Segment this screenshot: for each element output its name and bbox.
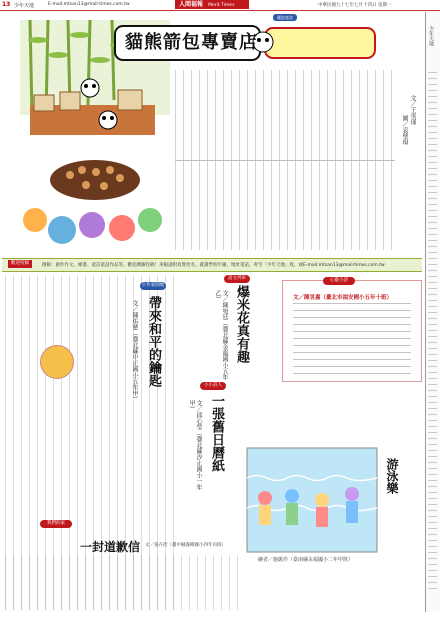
brand-name: 人間福報 bbox=[179, 1, 204, 8]
peace-key-title: 帶來和平的鑰匙 bbox=[146, 296, 161, 387]
feature-title: 貓熊箭包專賣店 bbox=[125, 32, 258, 53]
banner-tag: 歡迎投稿 bbox=[8, 260, 32, 268]
feature-author: 文／王雪瑾 bbox=[409, 95, 416, 125]
brand-sub: Merit Times bbox=[208, 3, 235, 8]
side-strip bbox=[425, 12, 440, 612]
apology-title: 一封道歉信 bbox=[80, 540, 141, 554]
artwork-caption: 繪者／施凱伶（臺南縣永福國小二年甲班） bbox=[258, 557, 354, 563]
calendar-poem-title: 一張舊日曆紙 bbox=[209, 394, 224, 472]
peace-key-byline: 文／陳佑慈（臺北縣中正國小五年甲） bbox=[131, 300, 138, 402]
article-label-peace: 小作家園地 bbox=[141, 283, 165, 288]
article-label-apology: 我們的家 bbox=[40, 520, 72, 528]
side-strip-label: 少年天地 bbox=[428, 26, 434, 46]
section-email[interactable]: E-mail:mtsan13@mail-times.com.tw bbox=[48, 2, 130, 7]
article-label-poem: 小小詩人 bbox=[200, 382, 226, 390]
section-name: 少年天地 bbox=[14, 3, 35, 9]
popcorn-byline: 文／陳宛廷（臺北縣金龍國小五年乙） bbox=[214, 290, 228, 380]
article-label-secret: 心靈小語 bbox=[323, 277, 355, 285]
page-number: 13 bbox=[2, 1, 11, 8]
newspaper-logo bbox=[175, 0, 249, 9]
feature-badge: 圖說童話 bbox=[273, 14, 297, 21]
side-strip-text-lines bbox=[428, 72, 437, 592]
feature-column-divider bbox=[175, 160, 395, 161]
banner-text: 徵稿：創作作文、繪畫、童詩童話作品等。歡迎踴躍投稿！來稿請附真實姓名、就讀學校年級、地址電話，寄至「少年天地」收，或E-mail:mtsan13@mail-times.com.tw bbox=[42, 263, 385, 268]
popcorn-title: 爆米花真有趣 bbox=[234, 285, 249, 363]
feature-illustrator: 圖／袁璧琪 bbox=[401, 115, 408, 145]
secret-article-box bbox=[282, 280, 422, 382]
contest-badge bbox=[40, 345, 74, 379]
secret-byline: 文／陳昱嘉（臺北市福安國小五年十班） bbox=[293, 295, 393, 301]
contribution-banner bbox=[2, 258, 422, 272]
swimming-artwork bbox=[247, 448, 377, 552]
issue-date: 中華民國九十七年七月十四日 星期一 bbox=[318, 3, 392, 8]
apology-text bbox=[5, 555, 245, 610]
page-header bbox=[0, 0, 440, 11]
calendar-poem-byline: 文／邱心瑩（臺北縣汐止國小一年甲） bbox=[188, 400, 202, 490]
artwork-title: 游泳樂 bbox=[385, 458, 399, 494]
apology-byline: 文／張卉淳（臺中縣霧峰國小四年丙班） bbox=[145, 543, 226, 548]
secret-text bbox=[293, 303, 411, 377]
article-label-popcorn: 語文列車 bbox=[224, 275, 250, 283]
